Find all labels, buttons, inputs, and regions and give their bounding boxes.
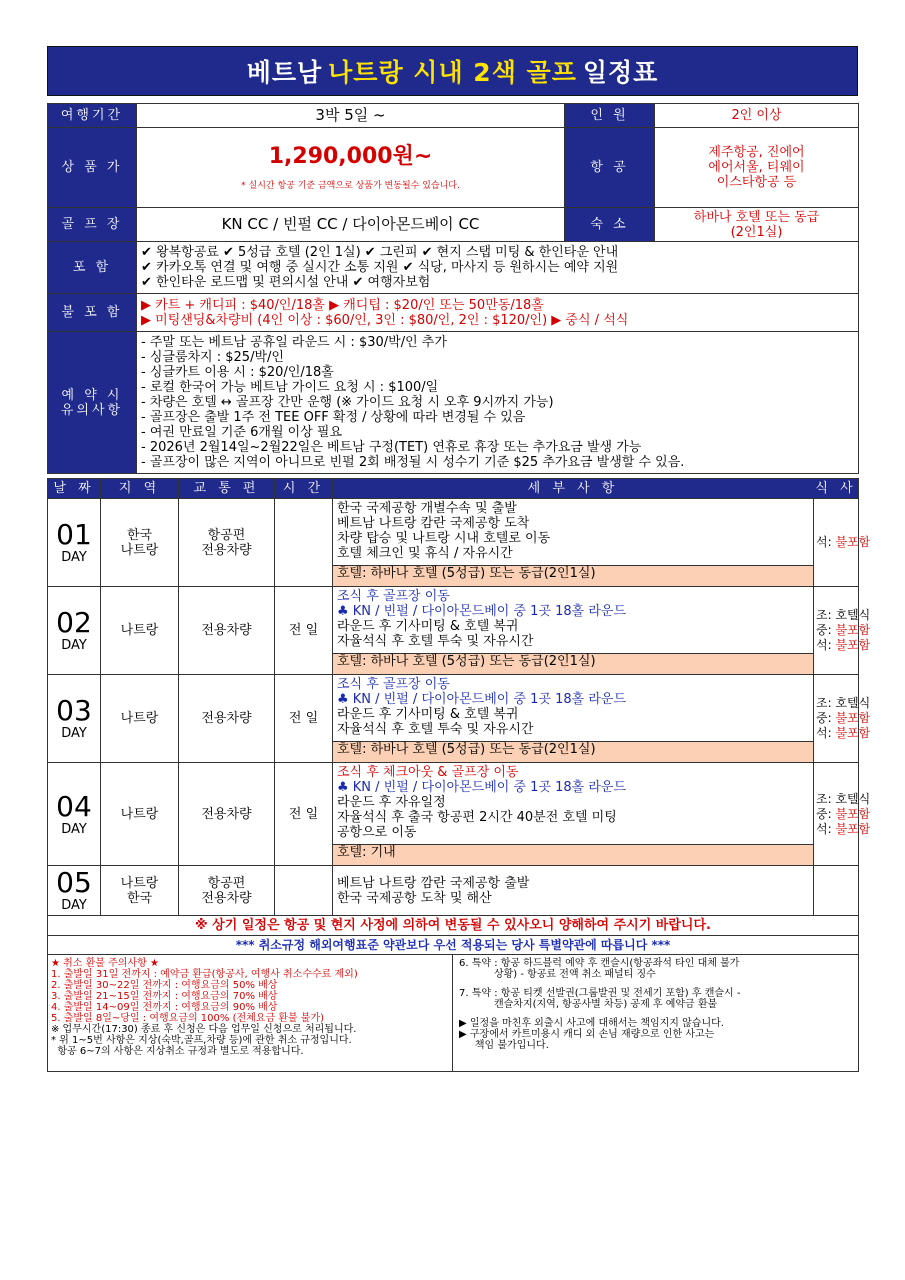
col-transport: 교 통 편: [179, 479, 275, 499]
col-meal: 식 사: [814, 479, 859, 499]
day-meal: [814, 587, 871, 675]
day-sub: DAY: [61, 726, 87, 741]
detail-line: ♣ KN / 빈펄 / 다이아몬드베이 중 1곳 18홀 라운드: [337, 692, 627, 707]
day-transport: [179, 866, 275, 916]
detail-line: 자율석식 후 호텔 투숙 및 자유시간: [337, 722, 534, 737]
day-sub: DAY: [61, 821, 87, 837]
hotel-line: 호텔: 하바나 호텔 (5성급) 또는 동급(2인1실): [333, 741, 813, 762]
detail-line: 차량 탑승 및 나트랑 시내 호텔로 이동: [337, 531, 551, 546]
hotel-line: 호텔: 하바나 호텔 (5성급) 또는 동급(2인1실): [333, 653, 813, 674]
day-region: 나트랑: [101, 675, 179, 763]
caution-label-line: 유의사항: [60, 402, 124, 418]
detail-line: 공항으로 이동: [337, 825, 417, 840]
day-region: 나트랑: [101, 763, 179, 866]
price-cell: [137, 128, 565, 208]
stay-label: 숙 소: [565, 208, 655, 242]
cancel-note: * 위 1~5번 사항은 지상(숙박,골프,차량 등)에 관한 취소 규정입니다.: [51, 1035, 352, 1046]
day-transport: 전용차량: [179, 587, 275, 675]
air-line: 제주항공, 진에어: [708, 145, 805, 160]
caution-line: - 골프장은 출발 1주 전 TEE OFF 확정 / 상황에 따라 변경될 수 있음: [141, 410, 526, 425]
meal-key: 중:: [816, 711, 836, 725]
day-meal: [814, 499, 871, 587]
cancel-line: 3. 출발일 21~15일 전까지 : 여행요금의 70% 배상: [51, 991, 278, 1002]
cancel-line: 5. 출발일 8일~당일 : 여행요금의 100% (전체요금 환불 불가): [51, 1013, 325, 1024]
hotel-line: 호텔: 기내: [333, 844, 813, 865]
day-detail: [333, 763, 814, 866]
excl-line: ▶ 카트 + 캐디피 : $40/인/18홀 ▶ 캐디팁 : $20/인 또는 50만동/18홀: [141, 297, 544, 313]
day-meal: [814, 866, 859, 916]
day-sub: DAY: [61, 550, 87, 565]
detail-line: 조식 후 골프장 이동: [337, 677, 450, 692]
day-transport: [179, 499, 275, 587]
meal-key: 중:: [816, 623, 836, 637]
special-line: 7. 특약 : 항공 티켓 선발권(그룹발권 및 전세기 포함) 후 캔슬시 -: [459, 988, 741, 999]
transport-line: 전용차량: [201, 890, 252, 906]
special-line: 6. 특약 : 항공 하드블럭 예약 후 캔슬시(항공좌석 타인 대체 불가: [459, 958, 740, 969]
region-line: 한국: [126, 527, 153, 543]
meal-value: 불포함: [835, 535, 871, 549]
meal-key: 조:: [816, 608, 836, 622]
day-transport: 전용차량: [179, 675, 275, 763]
cancel-line: 1. 출발일 31일 전까지 : 예약금 환급(항공사, 여행사 취소수수료 제외): [51, 969, 358, 980]
meal-value: 불포함: [835, 623, 871, 637]
cancel-title: ★ 취소 환불 주의사항 ★: [51, 958, 159, 969]
excl-label: 불 포 함: [48, 294, 137, 332]
cancel-table: [47, 955, 859, 1072]
air-line: 에어서울, 티웨이: [708, 160, 805, 175]
info-table: [47, 103, 859, 474]
region-line: 나트랑: [120, 542, 159, 558]
day-region: [101, 499, 179, 587]
day-row-5: [48, 866, 859, 916]
col-region: 지 역: [101, 479, 179, 499]
special-line: [459, 1010, 855, 1018]
incl-line: ✔ 한인타운 로드맵 및 편의시설 안내 ✔ 여행자보험: [141, 275, 431, 290]
day-time: 전 일: [275, 587, 333, 675]
day-row-2: [48, 587, 859, 675]
incl-line: ✔ 왕복항공료 ✔ 5성급 호텔 (2인 1실) ✔ 그린피 ✔ 현지 스탭 미팅 & 한인타운 안내: [141, 245, 619, 260]
page-title: [47, 46, 858, 96]
title-prefix: 베트남: [246, 58, 323, 87]
meal-key: 석:: [816, 726, 836, 740]
day-number: [48, 675, 101, 763]
detail-line: ♣ KN / 빈펄 / 다이아몬드베이 중 1곳 18홀 라운드: [337, 780, 627, 795]
col-detail: 세 부 사 항: [333, 479, 814, 499]
day-num: 04: [56, 789, 92, 823]
region-line: 나트랑: [120, 875, 159, 891]
day-meal: [814, 763, 871, 866]
meal-value: 호텔식: [835, 608, 871, 622]
meal-value: 불포함: [835, 711, 871, 725]
detail-line: 한국 국제공항 도착 및 해산: [337, 890, 492, 906]
region-line: 한국: [126, 890, 153, 906]
special-line: 캔슬차지(지역, 항공사별 차등) 공제 후 예약금 환불: [459, 999, 718, 1010]
cancel-right: [453, 955, 859, 1071]
cancel-left: [48, 955, 453, 1071]
day-detail: [333, 675, 814, 763]
air-label: 항 공: [565, 128, 655, 208]
meal-key: 석:: [816, 821, 836, 836]
itinerary-sheet: [47, 46, 871, 1072]
meal-value: 불포함: [835, 638, 871, 652]
meal-value: 호텔식: [835, 696, 871, 710]
price-note: * 실시간 항공 기준 금액으로 상품가 변동될수 있습니다.: [241, 180, 460, 191]
title-highlight: 나트랑 시내 2색 골프: [328, 58, 577, 87]
day-row-3: [48, 675, 859, 763]
detail-line: 베트남 나트랑 캄란 국제공항 도착: [337, 516, 530, 531]
day-detail: [333, 587, 814, 675]
transport-line: 항공편: [207, 527, 246, 543]
day-time: [275, 499, 333, 587]
day-num: 03: [56, 694, 92, 727]
price-label: 상 품 가: [48, 128, 137, 208]
stay-value: [655, 208, 859, 242]
notice-cancel-rule: *** 취소규정 해외여행표준 약관보다 우선 적용되는 당사 특별약관에 따릅니다 ***: [48, 936, 859, 955]
excl-list: [137, 294, 859, 332]
day-row-4: [48, 763, 859, 866]
special-line: 책임 불가입니다.: [459, 1040, 549, 1051]
detail-line: 조식 후 골프장 이동: [337, 589, 450, 604]
pax-label: 인 원: [565, 104, 655, 128]
col-time: 시 간: [275, 479, 333, 499]
incl-label: 포 함: [48, 242, 137, 294]
cancel-note: 항공 6~7의 사항은 지상취소 규정과 별도로 적용합니다.: [51, 1046, 304, 1057]
day-number: [48, 866, 101, 916]
meal-value: 불포함: [835, 726, 871, 740]
day-time: [275, 866, 333, 916]
col-day: 날 짜: [48, 479, 101, 499]
day-sub: DAY: [61, 638, 87, 653]
transport-line: 항공편: [207, 875, 246, 891]
day-number: [48, 763, 101, 866]
special-line: [459, 980, 855, 988]
caution-line: - 싱글룸차지 : $25/박/인: [141, 350, 284, 365]
day-num: 05: [56, 866, 92, 899]
incl-list: [137, 242, 859, 294]
period-label: 여행기간: [48, 104, 137, 128]
special-line: 상황) - 항공료 전액 취소 패널티 징수: [459, 969, 656, 980]
notice-schedule-change: ※ 상기 일정은 항공 및 현지 사정에 의하여 변동될 수 있사오니 양해하여 주시기 바랍니다.: [48, 916, 859, 936]
transport-line: 전용차량: [201, 542, 252, 558]
day-number: [48, 499, 101, 587]
detail-line: 한국 국제공항 개별수속 및 출발: [337, 501, 517, 516]
day-num: 01: [56, 518, 92, 551]
stay-line: 하바나 호텔 또는 동급: [693, 209, 820, 225]
air-value: [655, 128, 859, 208]
special-line: ▶ 일정을 마친후 외출시 사고에 대해서는 책임지지 않습니다.: [459, 1018, 724, 1029]
stay-line: (2인1실): [730, 224, 783, 240]
day-number: [48, 587, 101, 675]
meal-value: 불포함: [835, 806, 871, 821]
meal-key: 석:: [816, 535, 836, 549]
day-region: 나트랑: [101, 587, 179, 675]
caution-line: - 로컬 한국어 가능 베트남 가이드 요청 시 : $100/일: [141, 380, 439, 395]
price-value: 1,290,000원~: [268, 143, 433, 169]
day-time: 전 일: [275, 675, 333, 763]
cancel-line: 2. 출발일 30~22일 전까지 : 여행요금의 50% 배상: [51, 980, 278, 991]
excl-line: ▶ 미팅샌딩&차량비 (4인 이상 : $60/인, 3인 : $80/인, 2인 : $120/인) ▶ 중식 / 석식: [141, 312, 629, 328]
pax-value: 2인 이상: [655, 104, 859, 128]
day-meal: [814, 675, 871, 763]
caution-label: [48, 332, 137, 474]
caution-label-line: 예 약 시: [61, 387, 123, 403]
caution-line: - 차량은 호텔 ↔ 골프장 간만 운행 (※ 가이드 요청 시 오후 9시까지 가능): [141, 395, 554, 410]
detail-line: ♣ KN / 빈펄 / 다이아몬드베이 중 1곳 18홀 라운드: [337, 604, 627, 619]
day-region: [101, 866, 179, 916]
cancel-line: 4. 출발일 14~09일 전까지 : 여행요금의 90% 배상: [51, 1002, 278, 1013]
detail-line: 라운드 후 기사미팅 & 호텔 복귀: [337, 707, 519, 722]
day-sub: DAY: [61, 898, 87, 913]
detail-line: 베트남 나트랑 깜란 국제공항 출발: [337, 875, 530, 891]
day-row-1: [48, 499, 859, 587]
air-line: 이스타항공 등: [716, 175, 797, 190]
meal-key: 조:: [816, 791, 836, 806]
incl-line: ✔ 카카오톡 연결 및 여행 중 실시간 소통 지원 ✔ 식당, 마사지 등 원하시는 예약 지원: [141, 260, 619, 275]
schedule-table: [47, 478, 871, 955]
caution-line: - 싱글카트 이용 시 : $20/인/18홀: [141, 365, 334, 380]
day-time: 전 일: [275, 763, 333, 866]
golf-label: 골 프 장: [48, 208, 137, 242]
meal-key: 조:: [816, 696, 836, 710]
detail-line: 자율석식 후 호텔 투숙 및 자유시간: [337, 634, 534, 649]
cancel-note: ※ 업무시간(17:30) 종료 후 신청은 다음 업무일 신청으로 처리됩니다.: [51, 1024, 357, 1035]
caution-line: - 2026년 2월14일~2월22일은 베트남 구정(TET) 연휴로 휴장 또는 추가요금 발생 가능: [141, 440, 642, 455]
day-transport: 전용차량: [179, 763, 275, 866]
detail-line: 라운드 후 기사미팅 & 호텔 복귀: [337, 619, 519, 634]
caution-line: - 여권 만료일 기준 6개월 이상 필요: [141, 425, 343, 440]
day-detail: [333, 866, 814, 916]
day-detail: [333, 499, 814, 587]
detail-line: 호텔 체크인 및 휴식 / 자유시간: [337, 546, 513, 561]
golf-value: KN CC / 빈펄 CC / 다이아몬드베이 CC: [137, 208, 565, 242]
hotel-line: 호텔: 하바나 호텔 (5성급) 또는 동급(2인1실): [333, 565, 813, 586]
caution-line: - 주말 또는 베트남 공휴일 라운드 시 : $30/박/인 추가: [141, 335, 447, 350]
period-value: 3박 5일 ~: [137, 104, 565, 128]
special-line: ▶ 구장에서 카트미용시 캐디 외 손님 재량으로 인한 사고는: [459, 1029, 715, 1040]
meal-value: 불포함: [835, 821, 871, 836]
day-num: 02: [56, 606, 92, 639]
detail-line: 조식 후 체크아웃 & 골프장 이동: [337, 765, 519, 780]
detail-line: 라운드 후 자유일정: [337, 795, 446, 810]
meal-key: 중:: [816, 806, 836, 821]
meal-value: 호텔식: [835, 791, 871, 806]
title-suffix: 일정표: [582, 58, 659, 87]
caution-list: [137, 332, 859, 474]
detail-line: 자율석식 후 출국 항공편 2시간 40분전 호텔 미팅: [337, 810, 617, 825]
caution-line: - 골프장이 많은 지역이 아니므로 빈펄 2회 배정될 시 성수기 기준 $25 추가요금 발생할 수 있음.: [141, 455, 685, 470]
meal-key: 석:: [816, 638, 836, 652]
